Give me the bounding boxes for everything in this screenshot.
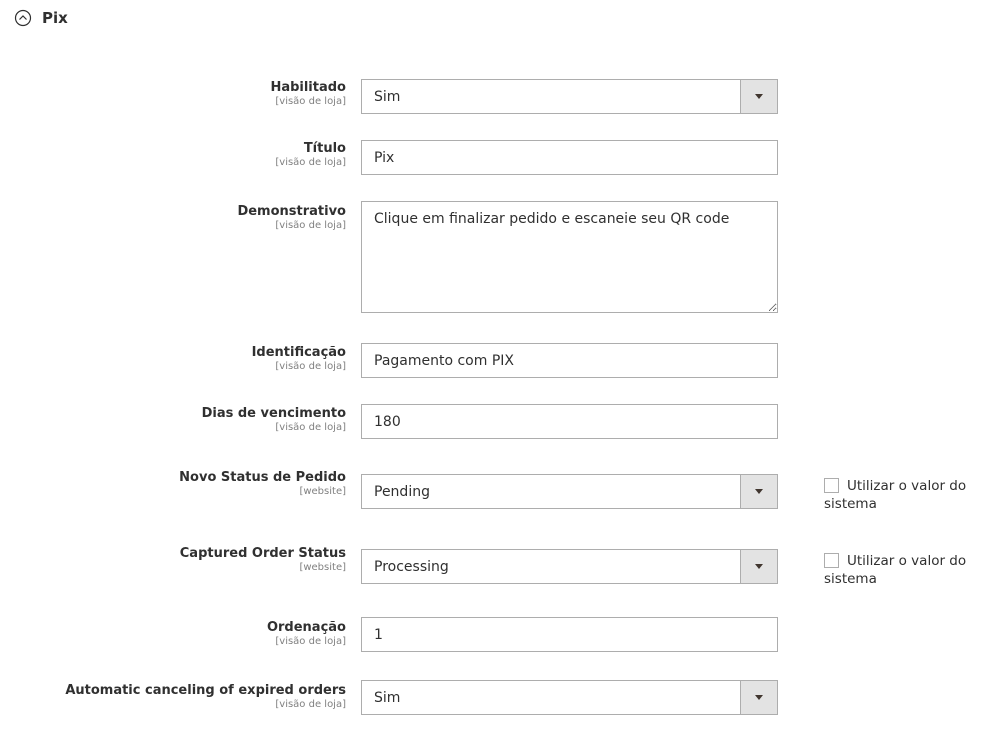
label-text: Ordenação [266,620,346,635]
label-demonstrativo [237,204,346,232]
use-default-checkbox[interactable] [824,553,839,568]
label-text: Automatic canceling of expired orders [65,683,346,698]
label-dias-vencimento [202,406,346,434]
label-novo-status [179,470,346,498]
label-habilitado [270,80,346,108]
chevron-down-icon [755,695,763,700]
use-default-captured-status[interactable] [824,552,994,588]
label-text: Identificação [251,345,346,360]
select-value: Processing [374,558,449,575]
label-text: Habilitado [270,80,346,95]
scope-text: [visão de loja] [275,636,346,647]
label-ordenacao [267,620,346,648]
dropdown-button[interactable] [740,681,777,714]
use-default-checkbox[interactable] [824,478,839,493]
label-text: Título [303,141,346,156]
titulo-input[interactable] [361,140,778,175]
identificacao-input[interactable] [361,343,778,378]
demonstrativo-textarea[interactable] [361,201,778,313]
label-titulo [275,141,346,169]
label-text: Captured Order Status [179,546,346,561]
captured-status-select[interactable] [361,549,778,584]
label-text: Dias de vencimento [201,406,346,421]
scope-text: [website] [299,486,346,497]
label-text: Demonstrativo [237,204,346,219]
section-header-pix[interactable] [14,9,68,27]
chevron-down-icon [755,564,763,569]
label-identificacao [252,345,346,373]
select-value: Pending [374,483,430,500]
scope-text: [visão de loja] [275,361,346,372]
label-captured-status [180,546,346,574]
use-default-label: Utilizar o valor do sistema [824,478,967,512]
scope-text: [visão de loja] [275,220,346,231]
dropdown-button[interactable] [740,475,777,508]
select-value: Sim [374,88,401,105]
scope-text: [visão de loja] [275,699,346,710]
scope-text: [visão de loja] [275,96,346,107]
select-value: Sim [374,689,401,706]
novo-status-select[interactable] [361,474,778,509]
habilitado-select[interactable] [361,79,778,114]
label-text: Novo Status de Pedido [179,470,346,485]
dropdown-button[interactable] [740,80,777,113]
scope-text: [website] [299,562,346,573]
dias-vencimento-input[interactable] [361,404,778,439]
scope-text: [visão de loja] [275,422,346,433]
label-auto-cancel [65,683,346,711]
chevron-down-icon [755,94,763,99]
section-title: Pix [42,9,68,27]
chevron-down-icon [755,489,763,494]
scope-text: [visão de loja] [275,157,346,168]
collapse-icon[interactable] [14,9,32,27]
ordenacao-input[interactable] [361,617,778,652]
use-default-novo-status[interactable] [824,477,994,513]
auto-cancel-select[interactable] [361,680,778,715]
dropdown-button[interactable] [740,550,777,583]
use-default-label: Utilizar o valor do sistema [824,553,967,587]
